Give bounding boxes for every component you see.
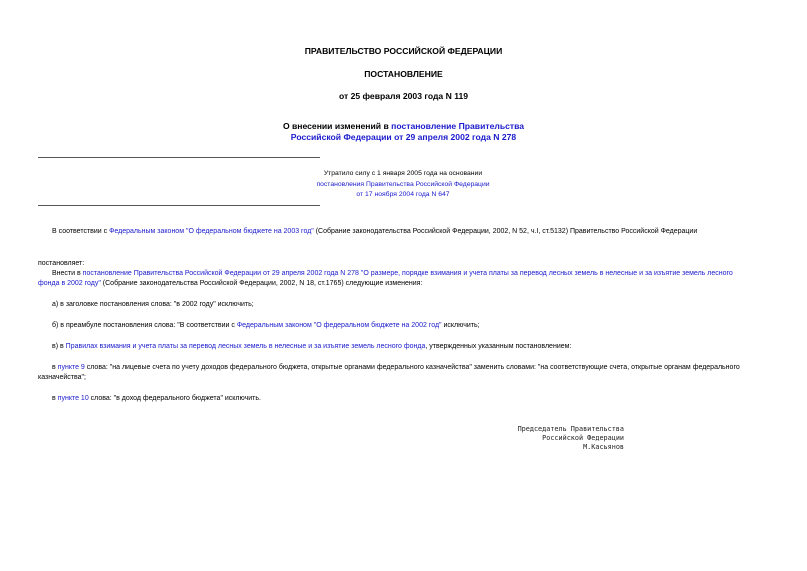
link-federal-law-2003[interactable]: Федеральным законом "О федеральном бюджете на 2003 год" [109,228,314,235]
item-a: а) в заголовке постановления слова: "в 2002 году" исключить; [52,301,254,308]
date-number-heading: от 25 февраля 2003 года N 119 [338,91,469,101]
status-link-date[interactable]: от 17 ноября 2004 года N 647 [356,191,450,198]
title-prefix: О внесении изменений в [282,121,392,131]
link-rules[interactable]: Правилах взимания и учета платы за перевод лесных земель в нелесные и за изъятие земель лесного фонда [65,343,426,350]
signature-block [518,425,624,452]
divider-bottom [38,205,320,206]
paragraph-resolves: постановляет: [38,260,85,267]
paragraph-amend-line1: Внести в постановление Правительства Российской Федерации от 29 апреля 2002 года N 278 "О размере, порядке взимания и учета платы за перевод лесных земель в нелесные и за изъятие земель лесного [52,270,733,277]
divider-top [38,157,320,158]
status-line: Утратило силу с 1 января 2005 года на основании [323,170,483,177]
signature-country: Российской Федерации [542,434,624,442]
link-point-10[interactable]: пункте 10 [57,395,89,402]
paragraph-amend-line2: фонда в 2002 году" (Собрание законодательства Российской Федерации, 2002, N 18, ст.1765) следующие изменения: [38,280,423,287]
item-b: б) в преамбуле постановления слова: "В соответствии с Федеральным законом "О федеральном бюджете на 2002 год" исключить; [52,322,480,329]
signature-position: Председатель Правительства [517,425,624,433]
item-c-point9-line2: казначейства"; [38,374,86,381]
document-type-heading: ПОСТАНОВЛЕНИЕ [364,69,443,79]
status-notice [290,169,516,201]
signature-name: М.Касьянов [583,443,624,451]
document-title [0,121,807,143]
link-decree-278[interactable]: постановление Правительства Российской Федерации от 29 апреля 2002 года N 278 "О размере, порядке взимания и учета платы за перевод лесных земель в нелесные и за изъятие земель лесного [82,270,733,277]
item-c-point9-line1: в пункте 9 слова: "на лицевые счета по учету доходов федерального бюджета, открытые органами федерального казначейства" заменить словами: "на соответствующие счета, открытые органам федерального [52,364,740,371]
item-c: в) в Правилах взимания и учета платы за перевод лесных земель в нелесные и за изъятие земель лесного фонда, утвержденных указанным постановлением: [52,343,572,350]
title-link-part1[interactable]: постановление Правительства [391,121,525,131]
link-decree-278-cont[interactable]: фонда в 2002 году" [38,280,101,287]
link-federal-law-2002[interactable]: Федеральным законом "О федеральном бюджете на 2002 год" [236,322,442,329]
status-link-decree[interactable]: постановления Правительства Российской Федерации [316,180,490,188]
paragraph-preamble: В соответствии с Федеральным законом "О федеральном бюджете на 2003 год" (Собрание законодательства Российской Федерации, 2002, N 52, ч.I, ст.5132) Правительство Российской Федерации [52,228,698,235]
link-point-9[interactable]: пункте 9 [57,364,85,371]
title-link-part2[interactable]: Российской Федерации от 29 апреля 2002 года N 278 [290,132,517,142]
government-heading: ПРАВИТЕЛЬСТВО РОССИЙСКОЙ ФЕДЕРАЦИИ [304,46,503,56]
item-c-point10: в пункте 10 слова: "в доход федерального бюджета" исключить. [52,395,261,402]
